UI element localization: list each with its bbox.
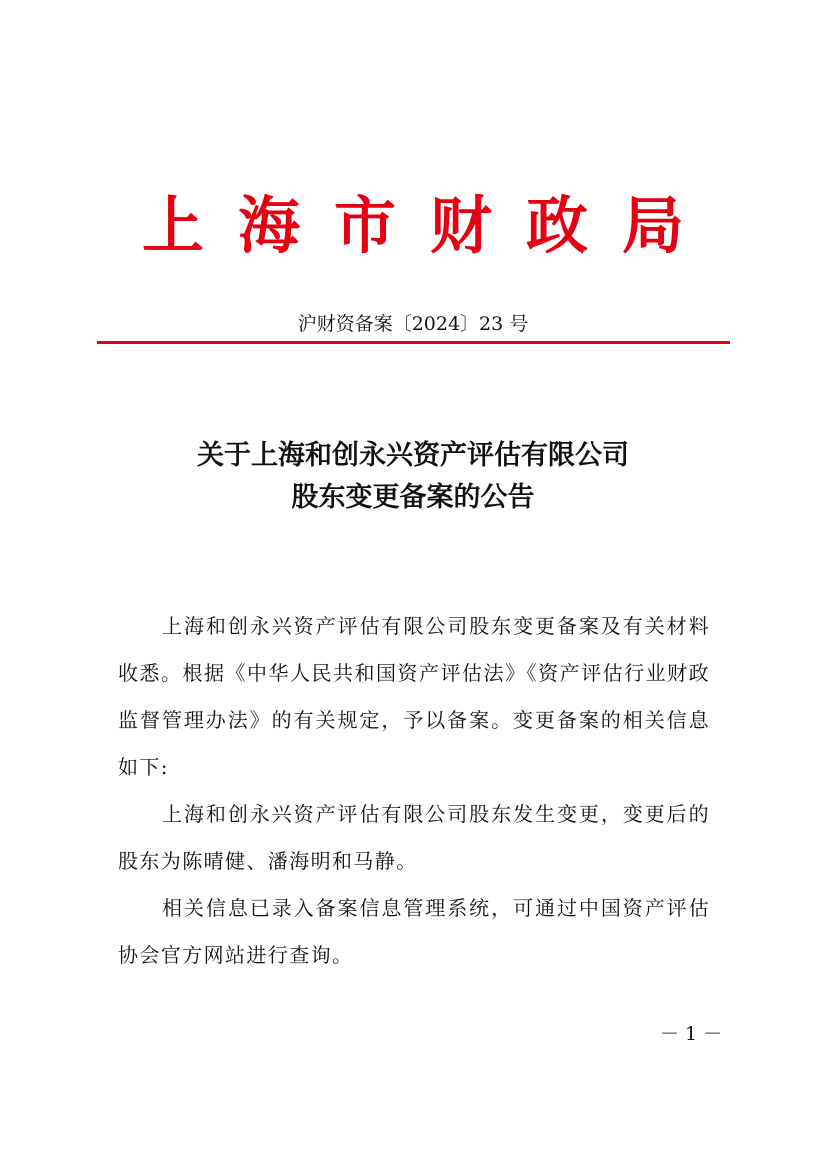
issuing-agency-header: 上海市财政局 [141, 189, 718, 262]
document-title-line-2: 股东变更备案的公告 [291, 482, 535, 513]
body-paragraph: 上海和创永兴资产评估有限公司股东发生变更，变更后的股东为陈晴健、潘海明和马静。 [118, 802, 710, 873]
body-paragraph: 上海和创永兴资产评估有限公司股东变更备案及有关材料收悉。根据《中华人民共和国资产评估法》《资产评估行业财政监督管理办法》的有关规定，予以备案。变更备案的相关信息如下: [118, 614, 710, 779]
body-paragraph: 相关信息已录入备案信息管理系统，可通过中国资产评估协会官方网站进行查询。 [118, 896, 710, 967]
red-divider-line [97, 341, 730, 344]
document-number: 沪财资备案〔2024〕23 号 [297, 313, 529, 335]
document-title-line-1: 关于上海和创永兴资产评估有限公司 [197, 440, 629, 471]
page-number: － 1 － [660, 1023, 723, 1045]
